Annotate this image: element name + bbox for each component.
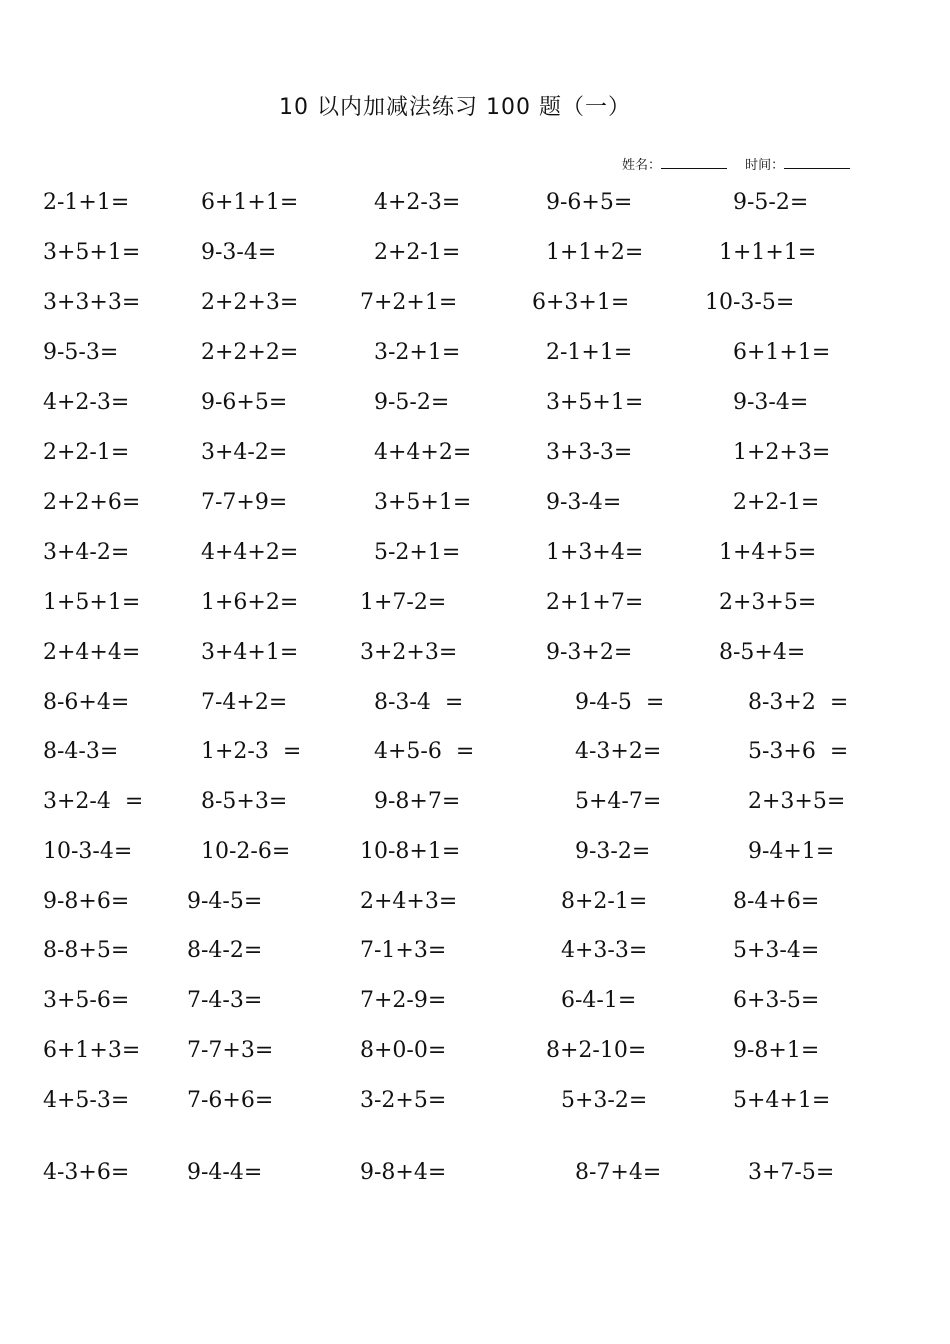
problem-item: 4+2-3= (43, 390, 130, 415)
problem-item: 9-5-3= (43, 340, 119, 365)
problem-item: 8-7+4= (575, 1160, 662, 1185)
problem-item: 3+3+3= (43, 290, 141, 315)
problem-item: 3+2-4 = (43, 789, 144, 814)
problem-item: 2+3+5= (719, 590, 817, 615)
problem-item: 6+1+3= (43, 1038, 141, 1063)
problem-item: 9-6+5= (546, 190, 633, 215)
problem-item: 3+3-3= (546, 440, 633, 465)
problem-item: 8-4-3= (43, 739, 119, 764)
problem-item: 9-3+2= (546, 640, 633, 665)
problem-item: 1+1+2= (546, 240, 644, 265)
problem-item: 8-5+3= (201, 789, 288, 814)
problem-item: 1+3+4= (546, 540, 644, 565)
problem-item: 2+2-1= (733, 490, 820, 515)
problem-item: 1+5+1= (43, 590, 141, 615)
problem-item: 7-1+3= (360, 938, 447, 963)
problem-item: 2+4+4= (43, 640, 141, 665)
problem-item: 2+2+3= (201, 290, 299, 315)
problem-item: 8-6+4= (43, 690, 130, 715)
problem-item: 8-5+4= (719, 640, 806, 665)
problem-item: 10-8+1= (360, 839, 461, 864)
problem-item: 2+2+2= (201, 340, 299, 365)
problem-item: 2+2-1= (374, 240, 461, 265)
problem-item: 1+4+5= (719, 540, 817, 565)
problem-item: 1+7-2= (360, 590, 447, 615)
problem-item: 9-4-5 = (575, 690, 665, 715)
problem-item: 4+3-3= (561, 938, 648, 963)
problem-item: 3+5+1= (546, 390, 644, 415)
problem-item: 4+5-6 = (374, 739, 475, 764)
problem-item: 9-4-5= (187, 889, 263, 914)
problem-item: 8+2-1= (561, 889, 648, 914)
problem-item: 6-4-1= (561, 988, 637, 1013)
problem-item: 10-2-6= (201, 839, 291, 864)
problem-item: 9-4-4= (187, 1160, 263, 1185)
problem-item: 6+3+1= (532, 290, 630, 315)
problem-item: 2+3+5= (748, 789, 846, 814)
problem-item: 3+5-6= (43, 988, 130, 1013)
problem-item: 5+4-7= (575, 789, 662, 814)
problem-item: 4-3+6= (43, 1160, 130, 1185)
problem-item: 8-8+5= (43, 938, 130, 963)
problem-item: 3+4-2= (201, 440, 288, 465)
problem-item: 3-2+5= (360, 1088, 447, 1113)
problem-item: 9-3-4= (546, 490, 622, 515)
problem-item: 8-4+6= (733, 889, 820, 914)
problem-item: 8+2-10= (546, 1038, 647, 1063)
problem-item: 5-2+1= (374, 540, 461, 565)
problem-item: 7+2+1= (360, 290, 458, 315)
problem-item: 1+2-3 = (201, 739, 302, 764)
problem-item: 9-8+6= (43, 889, 130, 914)
problem-item: 6+3-5= (733, 988, 820, 1013)
problem-item: 2+4+3= (360, 889, 458, 914)
problem-item: 4+4+2= (201, 540, 299, 565)
problem-item: 2+1+7= (546, 590, 644, 615)
problem-item: 5+3-2= (561, 1088, 648, 1113)
problem-item: 9-5-2= (733, 190, 809, 215)
time-label: 时间： (745, 158, 785, 173)
problem-item: 2-1+1= (546, 340, 633, 365)
problem-item: 3+4+1= (201, 640, 299, 665)
problem-item: 3+7-5= (748, 1160, 835, 1185)
problem-item: 4+2-3= (374, 190, 461, 215)
problem-item: 3-2+1= (374, 340, 461, 365)
problem-item: 9-3-4= (201, 240, 277, 265)
problem-item: 5-3+6 = (748, 739, 849, 764)
problem-item: 8+0-0= (360, 1038, 447, 1063)
problem-item: 8-3-4 = (374, 690, 464, 715)
problem-item: 9-6+5= (201, 390, 288, 415)
problem-item: 5+3-4= (733, 938, 820, 963)
problem-item: 4+5-3= (43, 1088, 130, 1113)
problem-item: 6+1+1= (733, 340, 831, 365)
problem-item: 1+2+3= (733, 440, 831, 465)
problem-item: 9-3-2= (575, 839, 651, 864)
problem-item: 9-8+7= (374, 789, 461, 814)
page-title: 10 以内加减法练习 100 题（一） (279, 95, 631, 120)
problem-item: 3+5+1= (43, 240, 141, 265)
problem-item: 9-3-4= (733, 390, 809, 415)
problem-item: 7-4-3= (187, 988, 263, 1013)
problem-item: 9-4+1= (748, 839, 835, 864)
problem-item: 8-3+2 = (748, 690, 849, 715)
problem-item: 6+1+1= (201, 190, 299, 215)
problem-item: 7+2-9= (360, 988, 447, 1013)
problem-item: 5+4+1= (733, 1088, 831, 1113)
problem-item: 1+6+2= (201, 590, 299, 615)
problem-item: 10-3-4= (43, 839, 133, 864)
problem-item: 8-4-2= (187, 938, 263, 963)
problem-item: 9-8+4= (360, 1160, 447, 1185)
name-label: 姓名： (622, 158, 662, 173)
problem-item: 7-4+2= (201, 690, 288, 715)
problem-item: 3+2+3= (360, 640, 458, 665)
problem-item: 1+1+1= (719, 240, 817, 265)
problem-item: 9-8+1= (733, 1038, 820, 1063)
problem-item: 2-1+1= (43, 190, 130, 215)
problem-item: 9-5-2= (374, 390, 450, 415)
problem-item: 2+2-1= (43, 440, 130, 465)
problem-item: 4-3+2= (575, 739, 662, 764)
problem-item: 3+4-2= (43, 540, 130, 565)
problem-item: 3+5+1= (374, 490, 472, 515)
problem-item: 7-7+9= (201, 490, 288, 515)
problem-item: 4+4+2= (374, 440, 472, 465)
problem-item: 7-7+3= (187, 1038, 274, 1063)
problem-item: 2+2+6= (43, 490, 141, 515)
problem-item: 7-6+6= (187, 1088, 274, 1113)
problem-item: 10-3-5= (705, 290, 795, 315)
